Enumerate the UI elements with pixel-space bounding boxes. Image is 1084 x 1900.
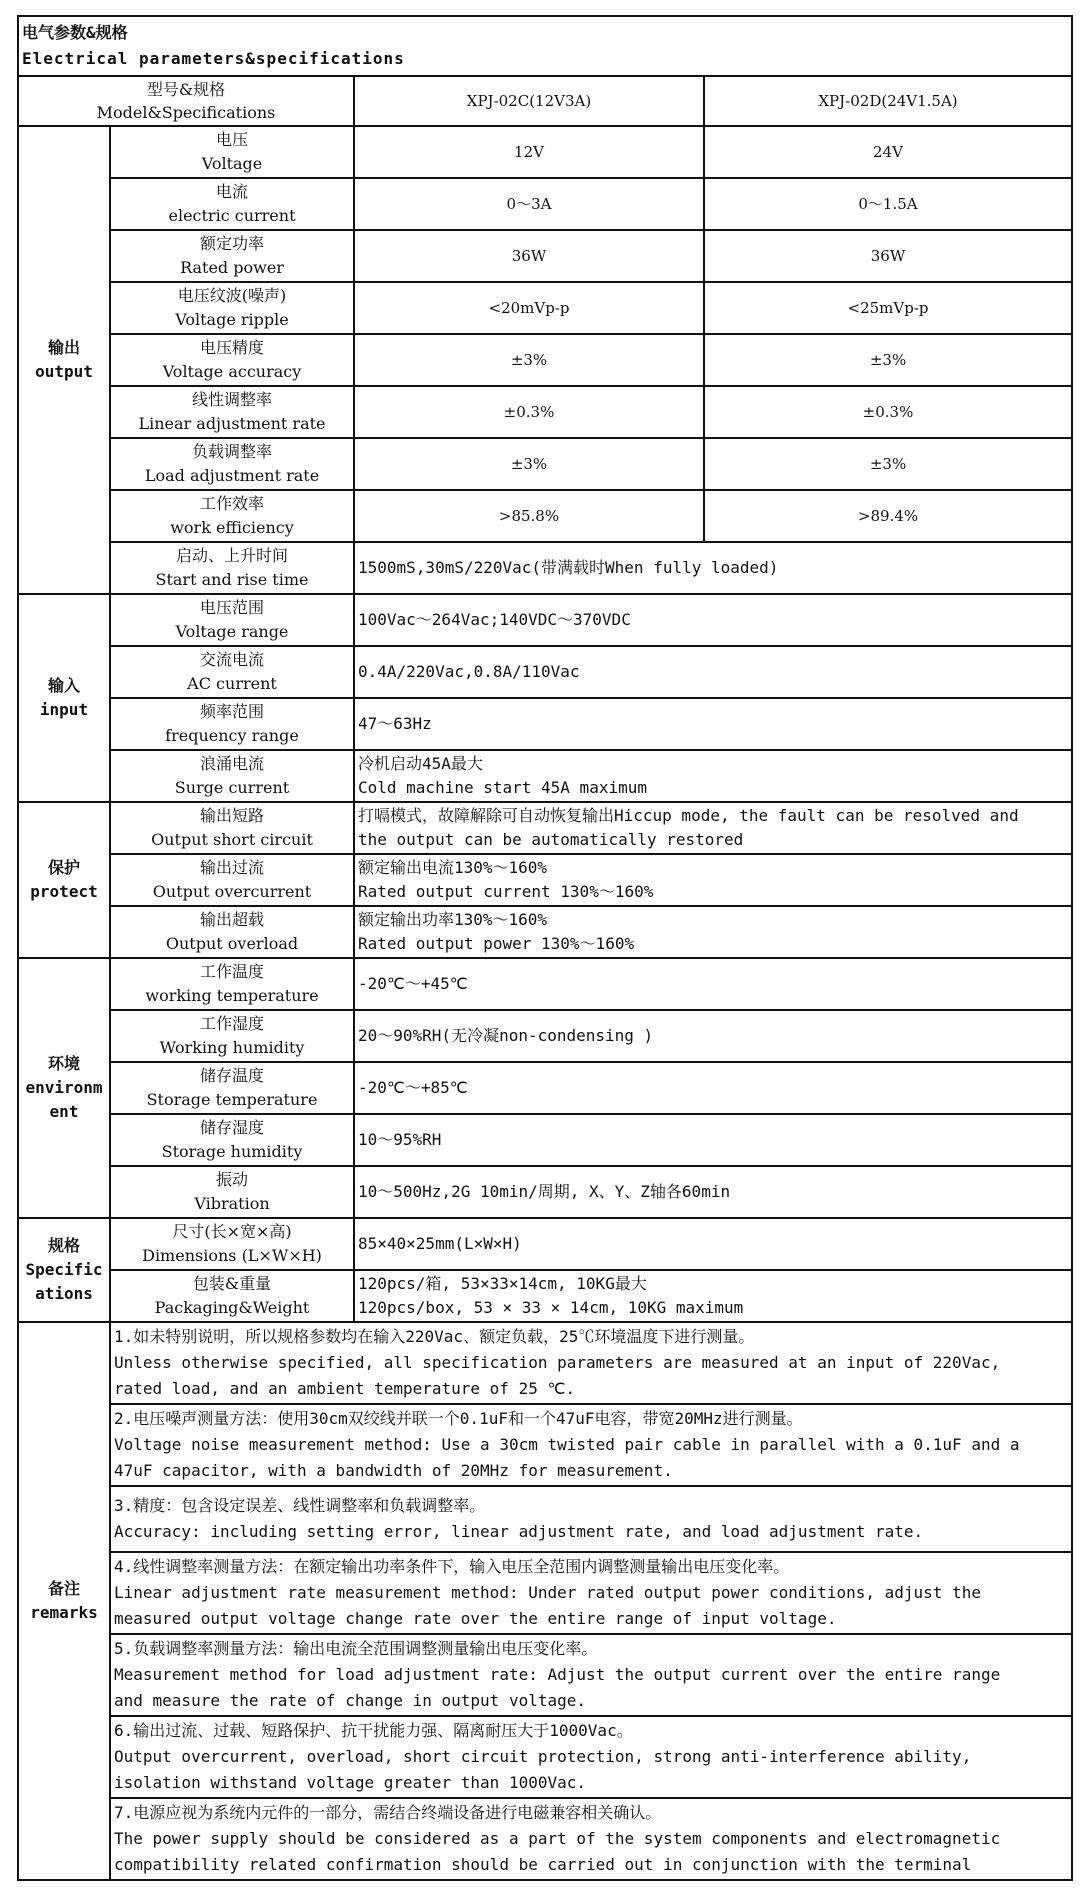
value-shared: 10～95%RH [354,1114,1072,1166]
param-label-en: Rated power [180,258,284,277]
environment-row [18,1166,1072,1218]
title-en: Electrical parameters&specifications [22,49,405,68]
spec-table [17,15,1073,1881]
value-model-b: 36W [704,230,1072,282]
section-output [18,126,110,594]
remarks-row [18,1552,1072,1634]
remark-item [110,1634,1072,1716]
section-input [18,594,110,802]
param-label-en: Vibration [194,1194,270,1213]
param-label-en: Voltage accuracy [162,362,302,381]
param-label [110,282,354,334]
remark-line: 5.负载调整率测量方法：输出电流全范围调整测量输出电压变化率。 [114,1639,598,1658]
param-label-cn: 线性调整率 [191,390,272,409]
remark-line: 4.线性调整率测量方法：在额定输出功率条件下，输入电压全范围内调整测量输出电压变化率。 [114,1557,790,1576]
remark-line: Measurement method for load adjustment rate: Adjust the output current over the entire range [114,1665,1001,1684]
value-model-a: ±3% [354,438,704,490]
value-model-a: 36W [354,230,704,282]
value-line-2: the output can be automatically restored [358,830,744,849]
value-model-a: <20mVp-p [354,282,704,334]
spec-table-body [18,16,1072,1880]
output-row [18,126,1072,178]
value-shared: 0.4A/220Vac,0.8A/110Vac [354,646,1072,698]
section-remarks-en: remarks [30,1603,98,1622]
value-line-1: 冷机启动45A最大 [358,754,483,773]
value-shared [354,802,1072,854]
output-row [18,282,1072,334]
remark-item [110,1486,1072,1552]
section-remarks [18,1322,110,1880]
param-label [110,230,354,282]
remark-line: compatibility related confirmation should be carried out in conjunction with the terminal [114,1855,972,1874]
value-model-b: ±0.3% [704,386,1072,438]
value-shared [354,1270,1072,1322]
param-label [110,594,354,646]
output-row [18,542,1072,594]
model-row [18,76,1072,126]
param-label-cn: 包装&重量 [192,1274,272,1293]
section-specifications-cn: 规格 [47,1236,80,1255]
specifications-row [18,1270,1072,1322]
remark-line: 1.如未特别说明，所以规格参数均在输入220Vac、额定负载，25℃环境温度下进行测量。 [114,1327,755,1346]
value-shared: -20℃～+45℃ [354,958,1072,1010]
param-label [110,698,354,750]
param-label [110,1166,354,1218]
param-label-cn: 启动、上升时间 [175,546,288,565]
param-label [110,542,354,594]
input-row [18,594,1072,646]
value-model-a: ±3% [354,334,704,386]
value-shared: 47～63Hz [354,698,1072,750]
remark-line: rated load, and an ambient temperature of 25 ℃. [114,1379,576,1398]
param-label-en: Voltage [201,154,263,173]
param-label-en: Storage humidity [161,1142,303,1161]
param-label [110,1062,354,1114]
param-label-cn: 尺寸(长×宽×高) [172,1222,292,1241]
param-label-cn: 储存温度 [199,1066,264,1085]
table-header [18,16,1072,76]
param-label-en: Packaging&Weight [154,1298,310,1317]
input-row [18,646,1072,698]
param-label-cn: 工作湿度 [199,1014,264,1033]
remark-line: The power supply should be considered as a part of the system components and electromagnetic [114,1829,1001,1848]
section-environment-en: environment [25,1078,103,1121]
remarks-row [18,1404,1072,1486]
model-label-cell [18,76,354,126]
remark-item [110,1552,1072,1634]
param-label-cn: 振动 [215,1170,248,1189]
remarks-row [18,1634,1072,1716]
param-label [110,750,354,802]
section-input-cn: 输入 [47,676,80,695]
value-shared: 85×40×25mm(L×W×H) [354,1218,1072,1270]
value-model-b: <25mVp-p [704,282,1072,334]
value-shared [354,906,1072,958]
param-label-cn: 电压精度 [199,338,264,357]
value-line-1: 打嗝模式，故障解除可自动恢复输出Hiccup mode, the fault can be resolved and [358,806,1019,825]
environment-row [18,1010,1072,1062]
output-row [18,490,1072,542]
param-label-en: Linear adjustment rate [138,414,326,433]
param-label-en: Output short circuit [151,830,313,849]
environment-row [18,1062,1072,1114]
param-label [110,958,354,1010]
remark-item [110,1798,1072,1880]
output-row [18,386,1072,438]
title-cn: 电气参数&规格 [22,23,128,42]
section-environment [18,958,110,1218]
param-label-en: frequency range [165,726,299,745]
section-protect-en: protect [30,882,98,901]
remark-line: 47uF capacitor, with a bandwidth of 20MHz for measurement. [114,1461,673,1480]
value-shared: 1500mS,30mS/220Vac(带满载时When fully loaded) [354,542,1072,594]
value-model-b: ±3% [704,334,1072,386]
model-label-en: Model&Specifications [96,103,276,122]
value-model-b: 0～1.5A [704,178,1072,230]
param-label-en: Working humidity [159,1038,305,1057]
specifications-row [18,1218,1072,1270]
remark-line: and measure the rate of change in output voltage. [114,1691,587,1710]
protect-row [18,854,1072,906]
input-row [18,698,1072,750]
param-label-cn: 负载调整率 [191,442,272,461]
section-environment-cn: 环境 [47,1054,80,1073]
remark-item [110,1404,1072,1486]
remark-line: 6.输出过流、过载、短路保护、抗干扰能力强、隔离耐压大于1000Vac。 [114,1721,633,1740]
section-specifications-en: Specifications [25,1260,103,1303]
param-label-en: electric current [168,206,296,225]
param-label-cn: 输出超载 [199,910,264,929]
model-b: XPJ-02D(24V1.5A) [704,76,1072,126]
param-label [110,438,354,490]
param-label-cn: 浪涌电流 [199,754,264,773]
param-label-cn: 交流电流 [199,650,264,669]
model-a: XPJ-02C(12V3A) [354,76,704,126]
remark-line: 7.电源应视为系统内元件的一部分，需结合终端设备进行电磁兼容相关确认。 [114,1803,662,1822]
value-shared: -20℃～+85℃ [354,1062,1072,1114]
remark-line: Output overcurrent, overload, short circuit protection, strong anti-interference ability, [114,1747,972,1766]
value-line-1: 120pcs/箱, 53×33×14cm, 10KG最大 [358,1274,647,1293]
value-line-2: Rated output current 130%～160% [358,882,654,901]
output-row [18,230,1072,282]
param-label [110,1114,354,1166]
value-shared [354,750,1072,802]
spec-sheet [17,15,1071,1881]
environment-row [18,1114,1072,1166]
param-label-en: working temperature [145,986,319,1005]
param-label-en: Dimensions (L×W×H) [142,1246,322,1265]
value-model-a: ±0.3% [354,386,704,438]
param-label [110,334,354,386]
remarks-row [18,1322,1072,1404]
value-line-2: Rated output power 130%～160% [358,934,635,953]
section-input-en: input [39,700,89,719]
remark-line: isolation withstand voltage greater than 1000Vac. [114,1773,587,1792]
param-label [110,646,354,698]
param-label-en: Load adjustment rate [144,466,320,485]
param-label-cn: 储存湿度 [199,1118,264,1137]
param-label [110,386,354,438]
section-output-cn: 输出 [47,338,80,357]
param-label-en: Start and rise time [155,570,309,589]
value-shared: 10～500Hz,2G 10min/周期, X、Y、Z轴各60min [354,1166,1072,1218]
section-remarks-cn: 备注 [47,1579,80,1598]
input-row [18,750,1072,802]
header-row [18,16,1072,76]
value-line-1: 额定输出功率130%～160% [358,910,548,929]
param-label-en: work efficiency [170,518,294,537]
section-protect [18,802,110,958]
param-label-cn: 工作温度 [199,962,264,981]
param-label-cn: 频率范围 [199,702,264,721]
output-row [18,178,1072,230]
param-label-en: Storage temperature [146,1090,318,1109]
remark-item [110,1716,1072,1798]
remark-line: Voltage noise measurement method: Use a 30cm twisted pair cable in parallel with a 0.1uF and a [114,1435,1020,1454]
remark-line: Accuracy: including setting error, linear adjustment rate, and load adjustment rate. [114,1522,924,1541]
param-label-en: Surge current [174,778,290,797]
remark-line: 3.精度：包含设定误差、线性调整率和负载调整率。 [114,1496,486,1515]
param-label-en: Output overload [165,934,299,953]
section-output-en: output [35,362,93,381]
model-label-cn: 型号&规格 [146,80,226,99]
param-label [110,854,354,906]
param-label [110,1270,354,1322]
value-shared: 100Vac～264Vac;140VDC～370VDC [354,594,1072,646]
value-shared: 20～90%RH(无冷凝non-condensing ) [354,1010,1072,1062]
value-model-b: 24V [704,126,1072,178]
param-label-cn: 工作效率 [199,494,264,513]
output-row [18,334,1072,386]
remarks-row [18,1716,1072,1798]
value-model-a: >85.8% [354,490,704,542]
value-model-b: ±3% [704,438,1072,490]
remarks-row [18,1798,1072,1880]
param-label [110,126,354,178]
param-label-cn: 电压范围 [199,598,264,617]
param-label-cn: 输出过流 [199,858,264,877]
value-model-a: 0～3A [354,178,704,230]
section-protect-cn: 保护 [47,858,80,877]
param-label-cn: 输出短路 [199,806,264,825]
remark-line: 2.电压噪声测量方法：使用30cm双绞线并联一个0.1uF和一个47uF电容，带宽20MHz进行测量。 [114,1409,803,1428]
remark-line: measured output voltage change rate over the entire range of input voltage. [114,1609,837,1628]
remark-line: Unless otherwise specified, all specification parameters are measured at an input of 220Vac, [114,1353,1001,1372]
value-line-2: 120pcs/box, 53 × 33 × 14cm, 10KG maximum [358,1298,744,1317]
param-label [110,490,354,542]
value-shared [354,854,1072,906]
remark-line: Linear adjustment rate measurement method: Under rated output power conditions, adjust the [114,1583,981,1602]
param-label-cn: 电压纹波(噪声) [177,286,287,305]
remarks-row [18,1486,1072,1552]
param-label-cn: 额定功率 [199,234,264,253]
protect-row [18,802,1072,854]
param-label [110,178,354,230]
value-model-a: 12V [354,126,704,178]
output-row [18,438,1072,490]
param-label-en: Output overcurrent [152,882,312,901]
param-label [110,1010,354,1062]
param-label-cn: 电流 [215,182,248,201]
param-label-en: Voltage range [175,622,289,641]
value-line-1: 额定输出电流130%～160% [358,858,548,877]
param-label-en: Voltage ripple [175,310,289,329]
param-label [110,802,354,854]
param-label [110,1218,354,1270]
value-model-b: >89.4% [704,490,1072,542]
value-line-2: Cold machine start 45A maximum [358,778,647,797]
remark-item [110,1322,1072,1404]
protect-row [18,906,1072,958]
param-label [110,906,354,958]
section-specifications [18,1218,110,1322]
param-label-cn: 电压 [215,130,248,149]
environment-row [18,958,1072,1010]
param-label-en: AC current [187,674,277,693]
